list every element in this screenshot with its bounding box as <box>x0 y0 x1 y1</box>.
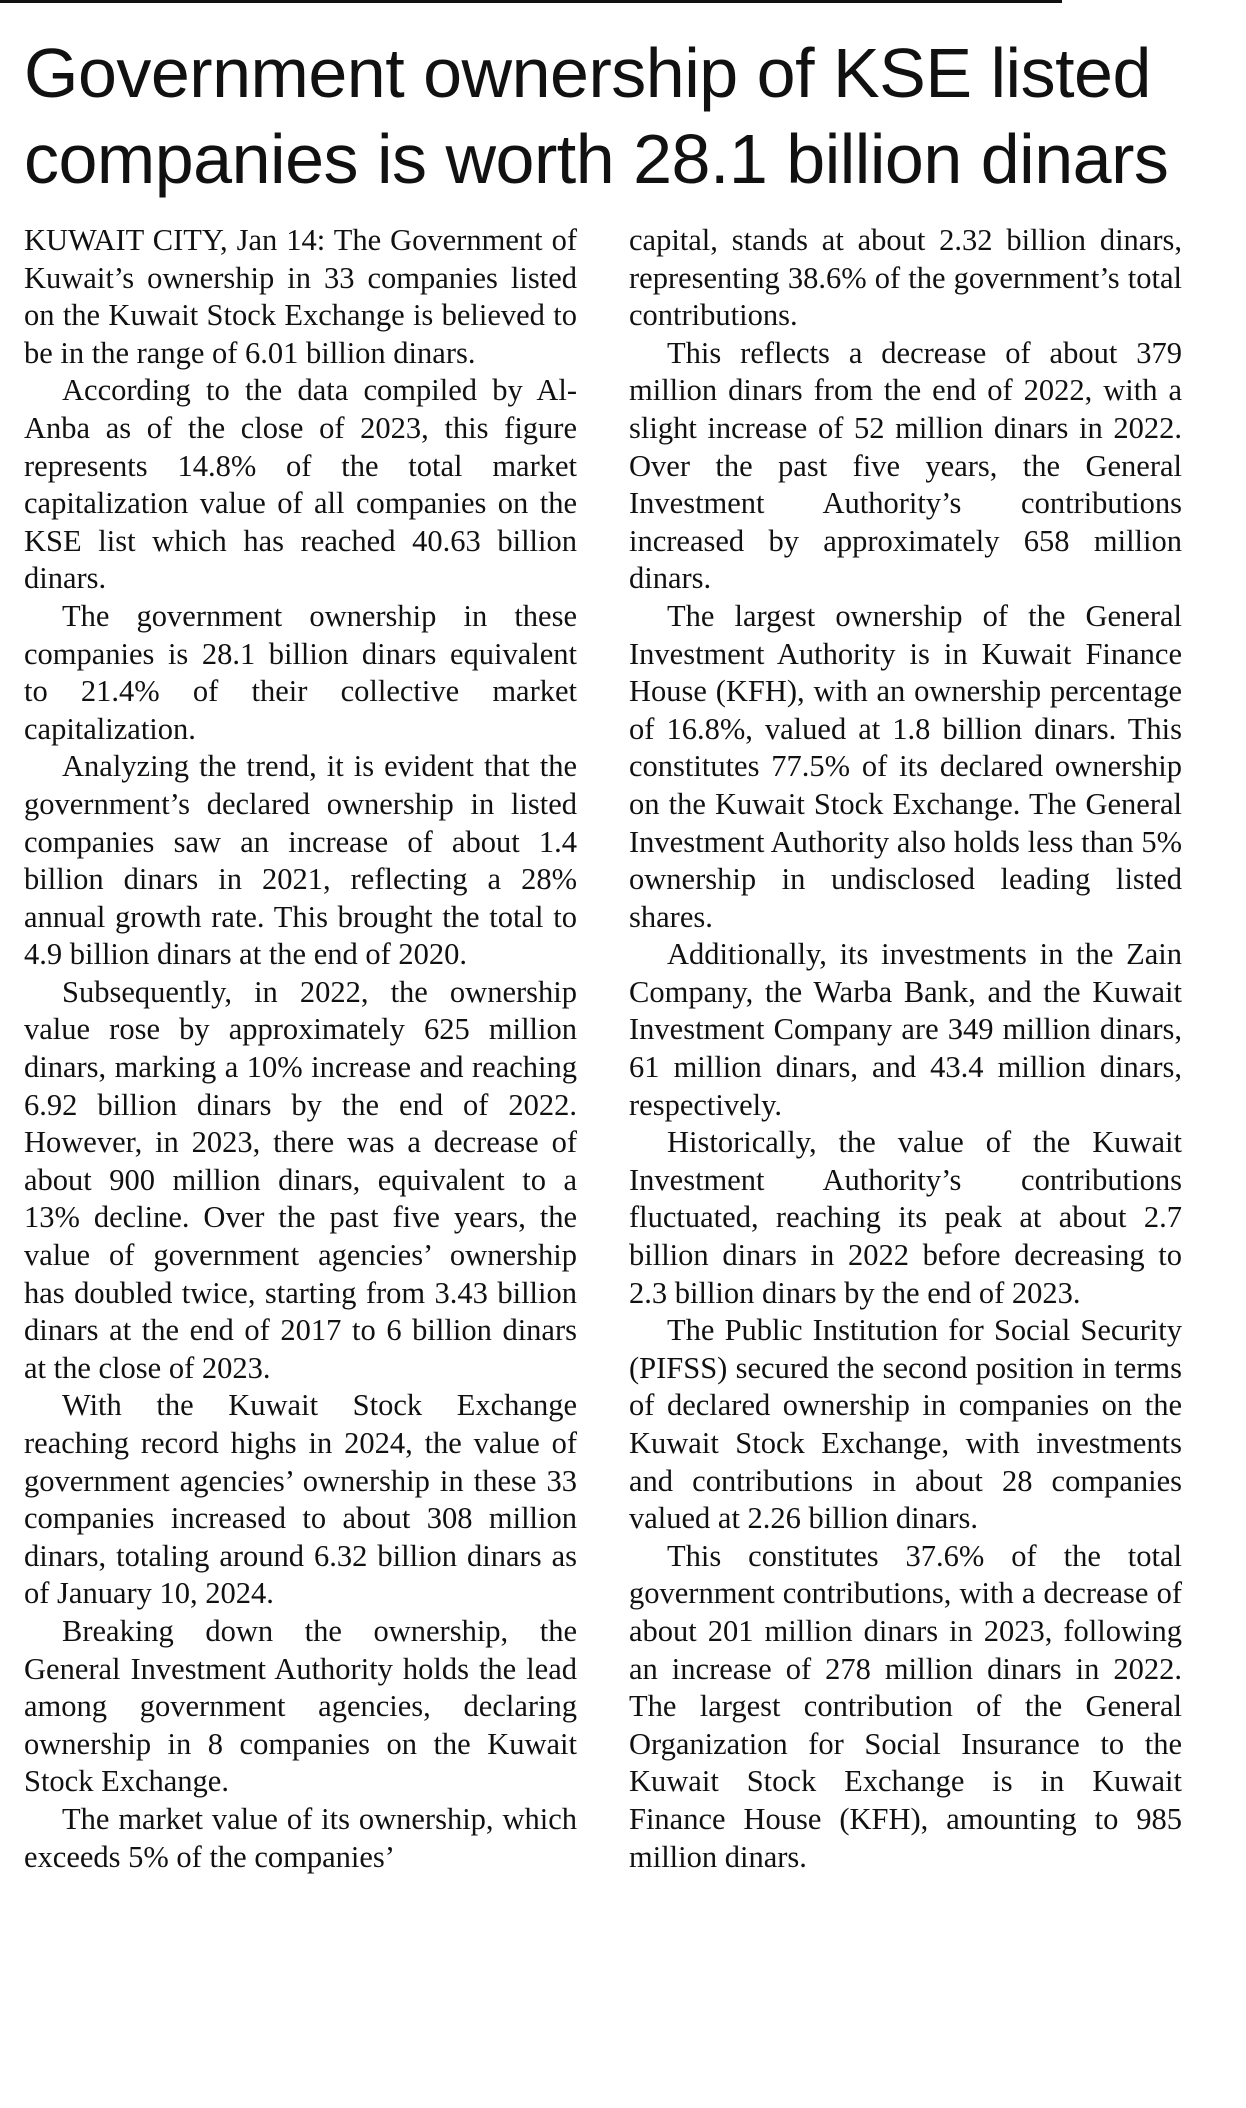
paragraph: The largest ownership of the General Investment Authority is in Kuwait Finance House (KFH), with an ownership percentage of 16.8%, valued at 1.8 billion dinars. This constitutes 77.5% of its declared ownership on the Kuwait Stock Exchange. The General Investment Authority also holds less than 5% ownership in undisclosed leading listed shares. <box>629 598 1182 934</box>
paragraph: Historically, the value of the Kuwait Investment Authority’s contributions fluctuated, reaching its peak at about 2.7 billion dinars in 2022 before decreasing to 2.3 billion dinars by the end of 2023. <box>629 1125 1182 1310</box>
right-column <box>629 222 1182 2092</box>
paragraph: Subsequently, in 2022, the ownership value rose by approximately 625 million dinars, marking a 10% increase and reaching 6.92 billion dinars by the end of 2022. However, in 2023, there was a decrease of about 900 million dinars, equivalent to a 13% decline. Over the past five years, the value of government agencies’ ownership has doubled twice, starting from 3.43 billion dinars at the end of 2017 to 6 billion dinars at the close of 2023. <box>24 974 577 1385</box>
paragraph: The Public Institution for Social Security (PIFSS) secured the second position in terms of declared ownership in companies on the Kuwait Stock Exchange, with investments and contributions in about 28 companies valued at 2.26 billion dinars. <box>629 1313 1182 1536</box>
paragraph: Additionally, its investments in the Zain Company, the Warba Bank, and the Kuwait Investment Company are 349 million dinars, 61 million dinars, and 43.4 million dinars, respectively. <box>629 937 1182 1122</box>
left-column <box>24 222 577 2092</box>
paragraph-dateline: KUWAIT CITY, Jan 14: The Government of Kuwait’s ownership in 33 companies listed on the Kuwait Stock Exchange is believed to be in the range of 6.01 billion dinars. <box>24 223 577 370</box>
paragraph: This constitutes 37.6% of the total government contributions, with a decrease of about 201 million dinars in 2023, following an increase of 278 million dinars in 2022. The largest contribution of the General Organization for Social Insurance to the Kuwait Stock Exchange is in Kuwait Finance House (KFH), amounting to 985 million dinars. <box>629 1538 1182 1874</box>
paragraph: The government ownership in these companies is 28.1 billion dinars equivalent to 21.4% of their collective market capitalization. <box>24 598 577 746</box>
paragraph: This reflects a decrease of about 379 million dinars from the end of 2022, with a slight increase of 52 million dinars in 2022. Over the past five years, the General Investment Authority’s contributions increased by approximately 658 million dinars. <box>629 335 1182 596</box>
paragraph: Analyzing the trend, it is evident that the government’s declared ownership in listed companies saw an increase of about 1.4 billion dinars in 2021, reflecting a 28% annual growth rate. This brought the total to 4.9 billion dinars at the end of 2020. <box>24 749 577 972</box>
paragraph: The market value of its ownership, which exceeds 5% of the companies’ <box>24 1801 577 1874</box>
paragraph-continued: capital, stands at about 2.32 billion dinars, representing 38.6% of the government’s total contributions. <box>629 223 1182 333</box>
paragraph: Breaking down the ownership, the General Investment Authority holds the lead among government agencies, declaring ownership in 8 companies on the Kuwait Stock Exchange. <box>24 1613 577 1799</box>
top-rule <box>0 0 1062 3</box>
article-body <box>24 222 1182 2092</box>
paragraph: According to the data compiled by Al-Anba as of the close of 2023, this figure represents 14.8% of the total market capitalization value of all companies on the KSE list which has reached 40.63 billion dinars. <box>24 373 577 596</box>
headline: Government ownership of KSE listed companies is worth 28.1 billion dinars <box>24 34 1169 198</box>
paragraph: With the Kuwait Stock Exchange reaching record highs in 2024, the value of government agencies’ ownership in these 33 companies increased to about 308 million dinars, totaling around 6.32 billion dinars as of January 10, 2024. <box>24 1388 577 1611</box>
